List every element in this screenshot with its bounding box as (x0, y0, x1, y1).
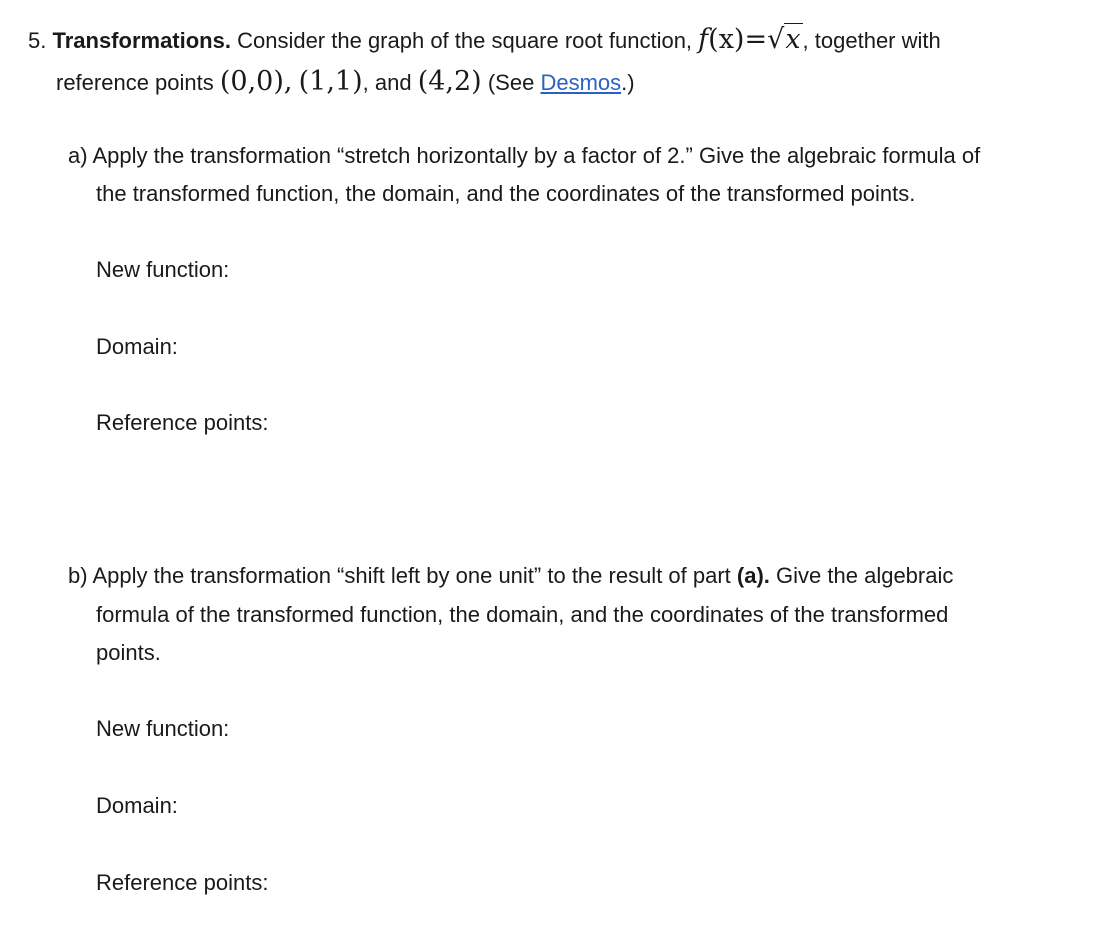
part-a-instruction-line1: Apply the transformation “stretch horizontally by a factor of 2.” Give the algebraic formula of (92, 143, 981, 168)
problem-intro: Consider the graph of the square root function, (237, 28, 693, 53)
part-a-reference-points-label: Reference points: (96, 410, 269, 435)
point-1: (0,0) (219, 66, 284, 97)
part-b-line1 (68, 563, 953, 589)
problem-title: Transformations. (52, 28, 231, 53)
point-3: (4,2) (417, 66, 482, 97)
problem-number: 5. (28, 28, 47, 53)
equals-sign: = (744, 24, 768, 55)
part-a-domain-label: Domain: (96, 334, 178, 359)
part-a-new-function-label: New function: (96, 257, 230, 282)
comma-separator: , (283, 66, 293, 97)
problem-header-line1 (28, 24, 941, 55)
part-a-instruction-line2: the transformed function, the domain, and the coordinates of the transformed points. (96, 181, 916, 206)
radicand: x (785, 24, 801, 55)
see-close: .) (621, 70, 635, 95)
part-b-instruction-line1b: Give the algebraic (776, 563, 954, 588)
part-b-instruction-line3: points. (96, 640, 161, 665)
part-a-label: a) (68, 143, 88, 168)
part-b-label: b) (68, 563, 88, 588)
part-b-reference-points-label: Reference points: (96, 870, 269, 895)
and-word: , and (362, 70, 412, 95)
part-b-new-function-label: New function: (96, 716, 230, 741)
see-open: (See (487, 70, 535, 95)
part-b-instruction-line1a: Apply the transformation “shift left by one unit” to the result of part (92, 563, 731, 588)
sqrt-expression (767, 24, 802, 55)
reference-points-intro: reference points (56, 70, 214, 95)
sqrt-symbol: √ (767, 24, 785, 55)
part-b-instruction-line2: formula of the transformed function, the domain, and the coordinates of the transformed (96, 602, 949, 627)
desmos-link[interactable]: Desmos (540, 70, 622, 95)
function-argument: (x) (708, 24, 745, 55)
point-2: (1,1) (298, 66, 363, 97)
part-b-domain-label: Domain: (96, 793, 178, 818)
part-a-line1 (68, 143, 980, 169)
intro-continuation: , together with (802, 28, 941, 53)
part-b-reference-bold: (a). (736, 563, 770, 588)
function-formula (698, 24, 802, 55)
problem-header-line2 (56, 66, 635, 97)
function-name: f (698, 24, 709, 55)
